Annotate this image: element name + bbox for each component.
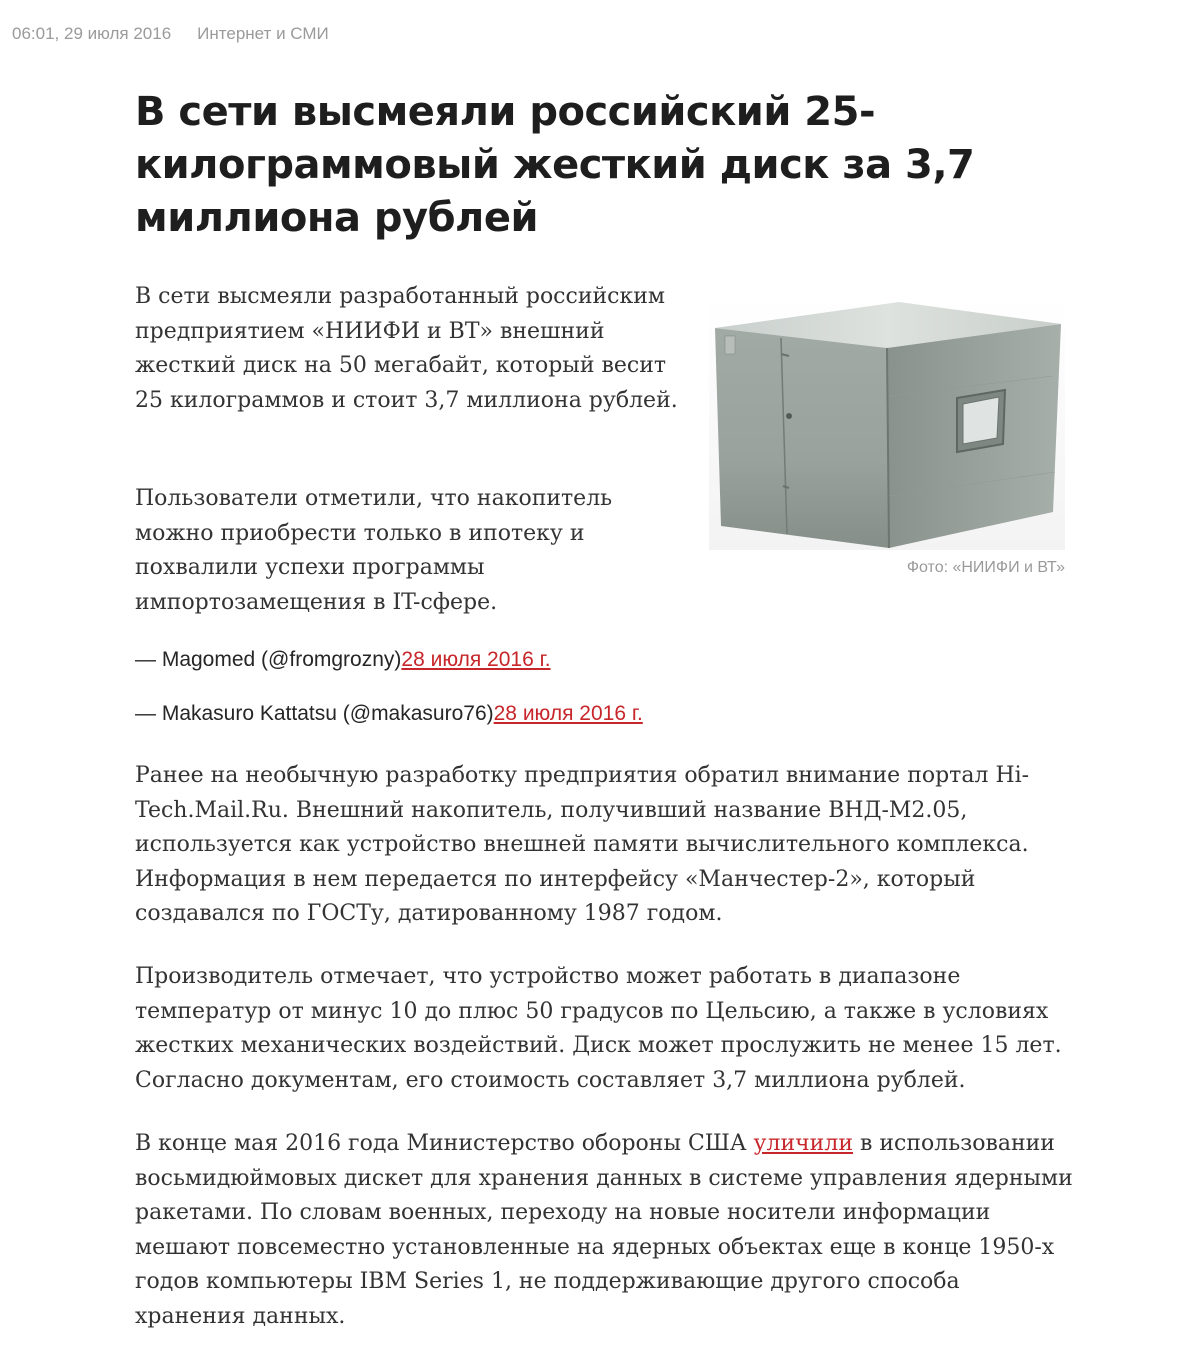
lead-paragraph-1: В сети высмеяли разработанный российским предприятием «НИИФИ и ВТ» внешний жесткий диск на 50 мегабайт, который весит 25 килограммов и стоит 3,7 миллиона рублей. [135,284,678,413]
tweet-date-link[interactable]: 28 июля 2016 г. [401,648,551,671]
publish-datetime: 06:01, 29 июля 2016 [12,24,172,43]
hard-drive-photo-image [709,296,1065,550]
body-paragraph-3 [135,1127,1075,1334]
tweet-date-link[interactable]: 28 июля 2016 г. [493,702,643,725]
body-paragraph-1: Ранее на необычную разработку предприятия обратил внимание портал Hi-Tech.Mail.Ru. Внешний накопитель, получивший название ВНД-М2.05, используется как устройство внешней памяти вычислительного комплекса. Информация в нем передается по интерфейсу «Манчестер-2», который создавался по ГОСТу, датированному 1987 годом. [135,763,1030,926]
tweet-attribution [135,700,643,728]
article-meta [12,24,329,44]
photo-caption: Фото: «НИИФИ и ВТ» [906,559,1065,576]
tweet-author: — Makasuro Kattatsu (@makasuro76) [135,702,494,725]
article-title: В сети высмеяли российский 25-килограммовый жесткий диск за 3,7 миллиона рублей [135,89,975,241]
rubric-link[interactable]: Интернет и СМИ [197,24,329,43]
article-photo[interactable] [709,296,1065,550]
inline-link-uличили[interactable]: уличили [753,1131,853,1156]
body-paragraph-3-text-cont: в использовании восьмидюймовых дискет для хранения данных в системе управления ядерными ракетами. По словам военных, переходу на новые носители информации мешают повсеместно установленные на ядерных объектах еще в конце 1950-х годов компьютеры IBM Series 1, не поддерживающие другого способа хранения данных. [135,1131,1073,1329]
body-paragraph-3-text: В конце мая 2016 года Министерство обороны США [135,1131,754,1156]
tweet-attribution [135,646,551,674]
lead-paragraph-2: Пользователи отметили, что накопитель можно приобрести только в ипотеку и похвалили успехи программы импортозамещения в IT-сфере. [135,486,613,615]
body-paragraph-2: Производитель отмечает, что устройство может работать в диапазоне температур от минус 10 до плюс 50 градусов по Цельсию, а также в условиях жестких механических воздействий. Диск может прослужить не менее 15 лет. Согласно документам, его стоимость составляет 3,7 миллиона рублей. [135,964,1062,1093]
tweet-author: — Magomed (@fromgrozny) [135,648,402,671]
